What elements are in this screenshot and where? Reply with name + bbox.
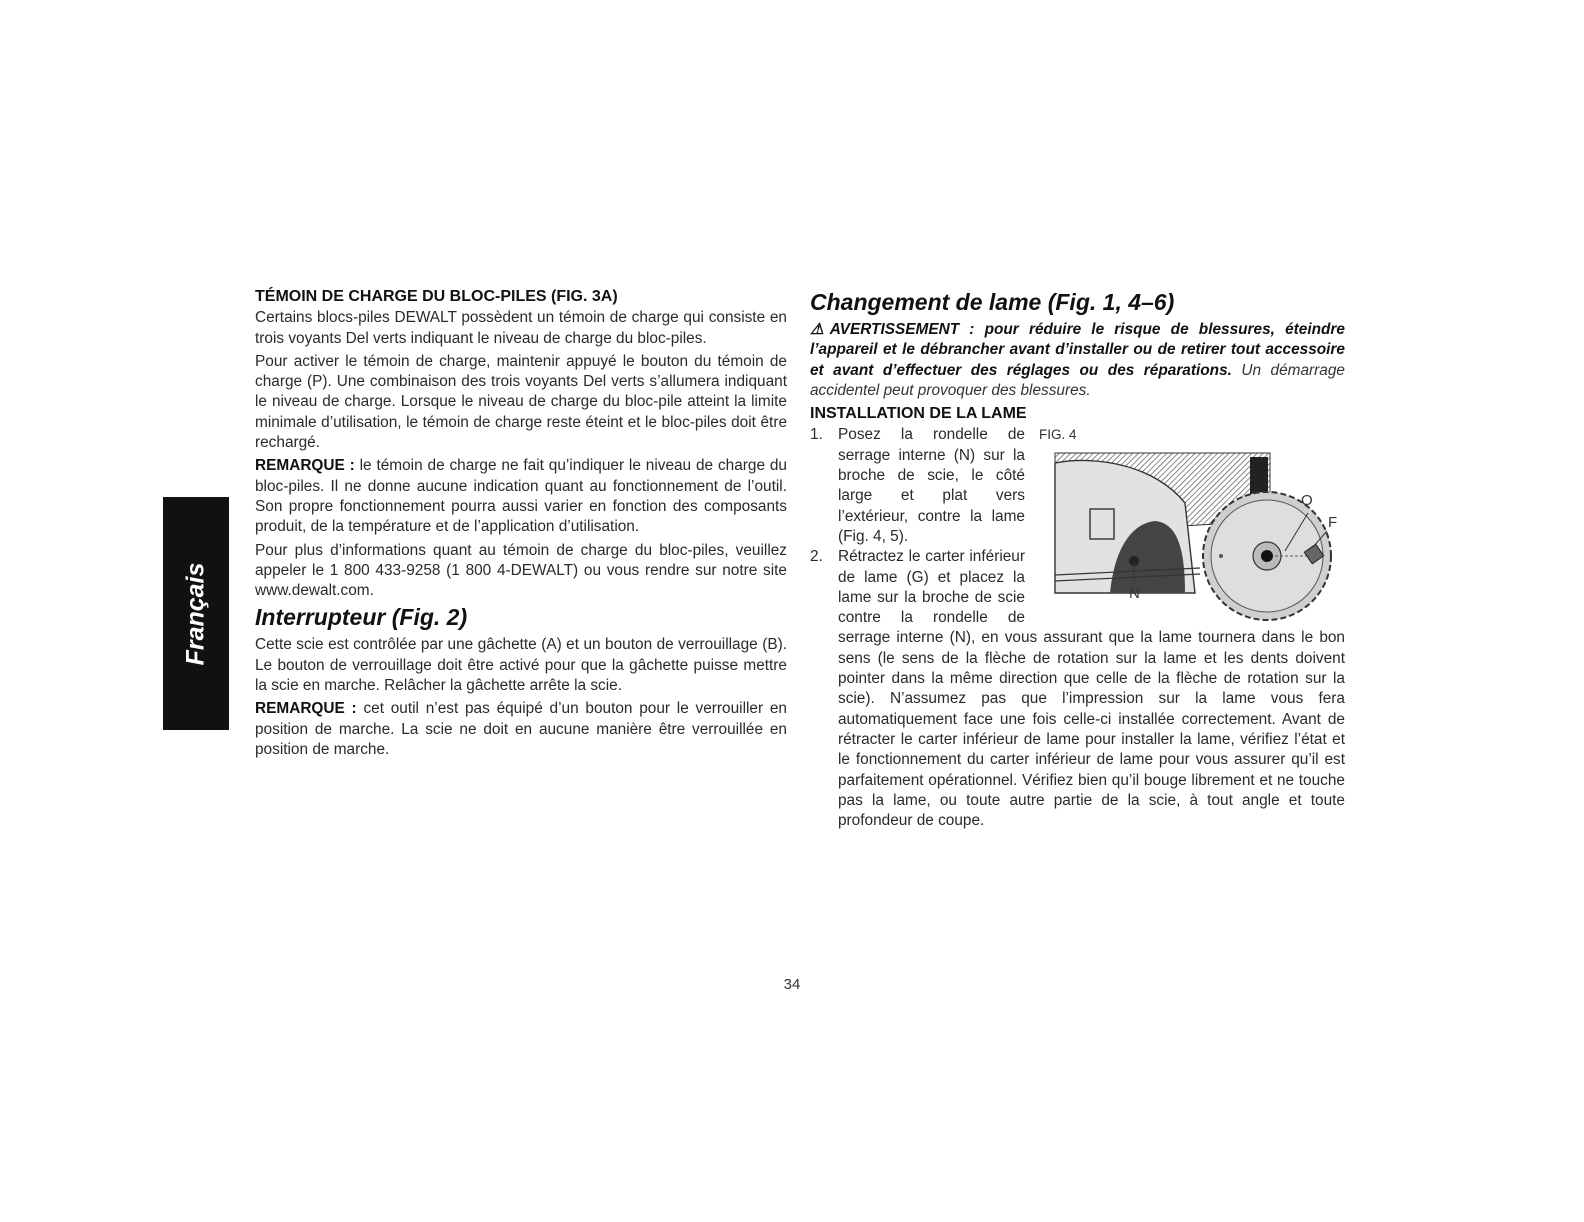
list-item xyxy=(810,547,1345,831)
warning-tail: Un démarrage accidentel peut provoquer des blessures. xyxy=(810,361,1345,399)
remark-label: REMARQUE : xyxy=(255,700,357,718)
step-number: 2. xyxy=(810,548,823,566)
blade-installation-heading: INSTALLATION DE LA LAME xyxy=(810,405,1027,423)
remark-text: cet outil n’est pas équipé d’un bouton pour le verrouiller en position de marche. La scie ne doit en aucune manière être verrouillée en position de marche. xyxy=(255,700,787,758)
label-o: O xyxy=(1301,492,1313,510)
installation-steps xyxy=(810,425,1345,831)
paragraph: Pour activer le témoin de charge, maintenir appuyé le bouton du témoin de charge (P). Une combinaison des trois voyants Del verts s’allumera indiquant le niveau de charge. Lorsque le niveau de charge du bloc-pile atteint la limite minimale d’utilisation, le témoin de charge reste éteint et le bloc-piles doit être rechargé. xyxy=(255,352,787,452)
blade-change-heading: Changement de lame (Fig. 1, 4–6) xyxy=(810,289,1175,315)
remark-label: REMARQUE : xyxy=(255,457,355,475)
paragraph: Cette scie est contrôlée par une gâchette (A) et un bouton de verrouillage (B). Le bouton de verrouillage doit être activé pour que la gâchette puisse mettre la scie en marche. Relâcher la gâchette arrête la scie. xyxy=(255,636,787,695)
paragraph: Certains blocs-piles DEWALT possèdent un témoin de charge qui consiste en trois voyants Del verts indiquant le niveau de charge du bloc-piles. xyxy=(255,309,787,347)
battery-indicator-heading: TÉMOIN DE CHARGE DU BLOC-PILES (FIG. 3A) xyxy=(255,288,618,305)
list-item xyxy=(810,425,1345,547)
remark-text: le témoin de charge ne fait qu’indiquer le niveau de charge du bloc-piles. Il ne donne aucune indication quant au fonctionnement de l’outil. Son propre fonctionnement pourra aussi varier en fonction des composants produit, de la température et de l’application d’utilisation. xyxy=(255,457,787,536)
step-text: Rétractez le carter inférieur de lame (G) et placez la lame sur la broche de scie contre la rondelle de serrage interne (N), en vous assurant que la lame tournera dans le bon sens (le sens de la flèche de rotation sur la lame et les dents doivent pointer dans la même direction que celle de la flèche de rotation sur la scie). N’assumez pas que l’impression sur la lame vous fera automatiquement face une fois celle-ci installée correctement. Avant de rétracter le carter inférieur de lame pour installer la lame, vérifiez l’état et le fonctionnement du carter inférieur de lame pour vous assurer qu’il est parfaitement opérationnel. Vérifiez bien qu’il bouge librement et ne touche pas la lame, ou toute autre partie de la scie, à tout angle et toute profondeur de coupe. xyxy=(838,548,1345,830)
step-text: Posez la rondelle de serrage interne (N) sur la broche de scie, le côté large et plat vers l’extérieur, contre la lame (Fig. 4, 5). xyxy=(838,426,1025,545)
language-tab-label: Français xyxy=(181,562,210,665)
label-n: N xyxy=(1129,585,1140,603)
left-column xyxy=(255,287,787,763)
figure-label: FIG. 4 xyxy=(1039,427,1077,443)
step-number: 1. xyxy=(810,426,823,444)
warning-text: AVERTISSEMENT : pour réduire le risque de blessures, éteindre l’appareil et le débrancher avant d’installer ou de retirer tout accessoire et avant d’effectuer des réglages ou des réparations. xyxy=(810,321,1345,379)
right-column xyxy=(810,287,1345,831)
label-f: F xyxy=(1328,514,1338,532)
remark-paragraph xyxy=(255,699,787,760)
remark-paragraph xyxy=(255,456,787,537)
warning-icon: ⚠ xyxy=(810,321,830,338)
switch-heading: Interrupteur (Fig. 2) xyxy=(255,604,468,631)
page-number: 34 xyxy=(783,976,801,993)
paragraph: Pour plus d’informations quant au témoin de charge du bloc-piles, veuillez appeler le 1 800 433-9258 (1 800 4-DEWALT) ou vous rendre sur notre site www.dewalt.com. xyxy=(255,541,787,600)
warning-paragraph xyxy=(810,320,1345,401)
language-tab xyxy=(163,497,229,730)
